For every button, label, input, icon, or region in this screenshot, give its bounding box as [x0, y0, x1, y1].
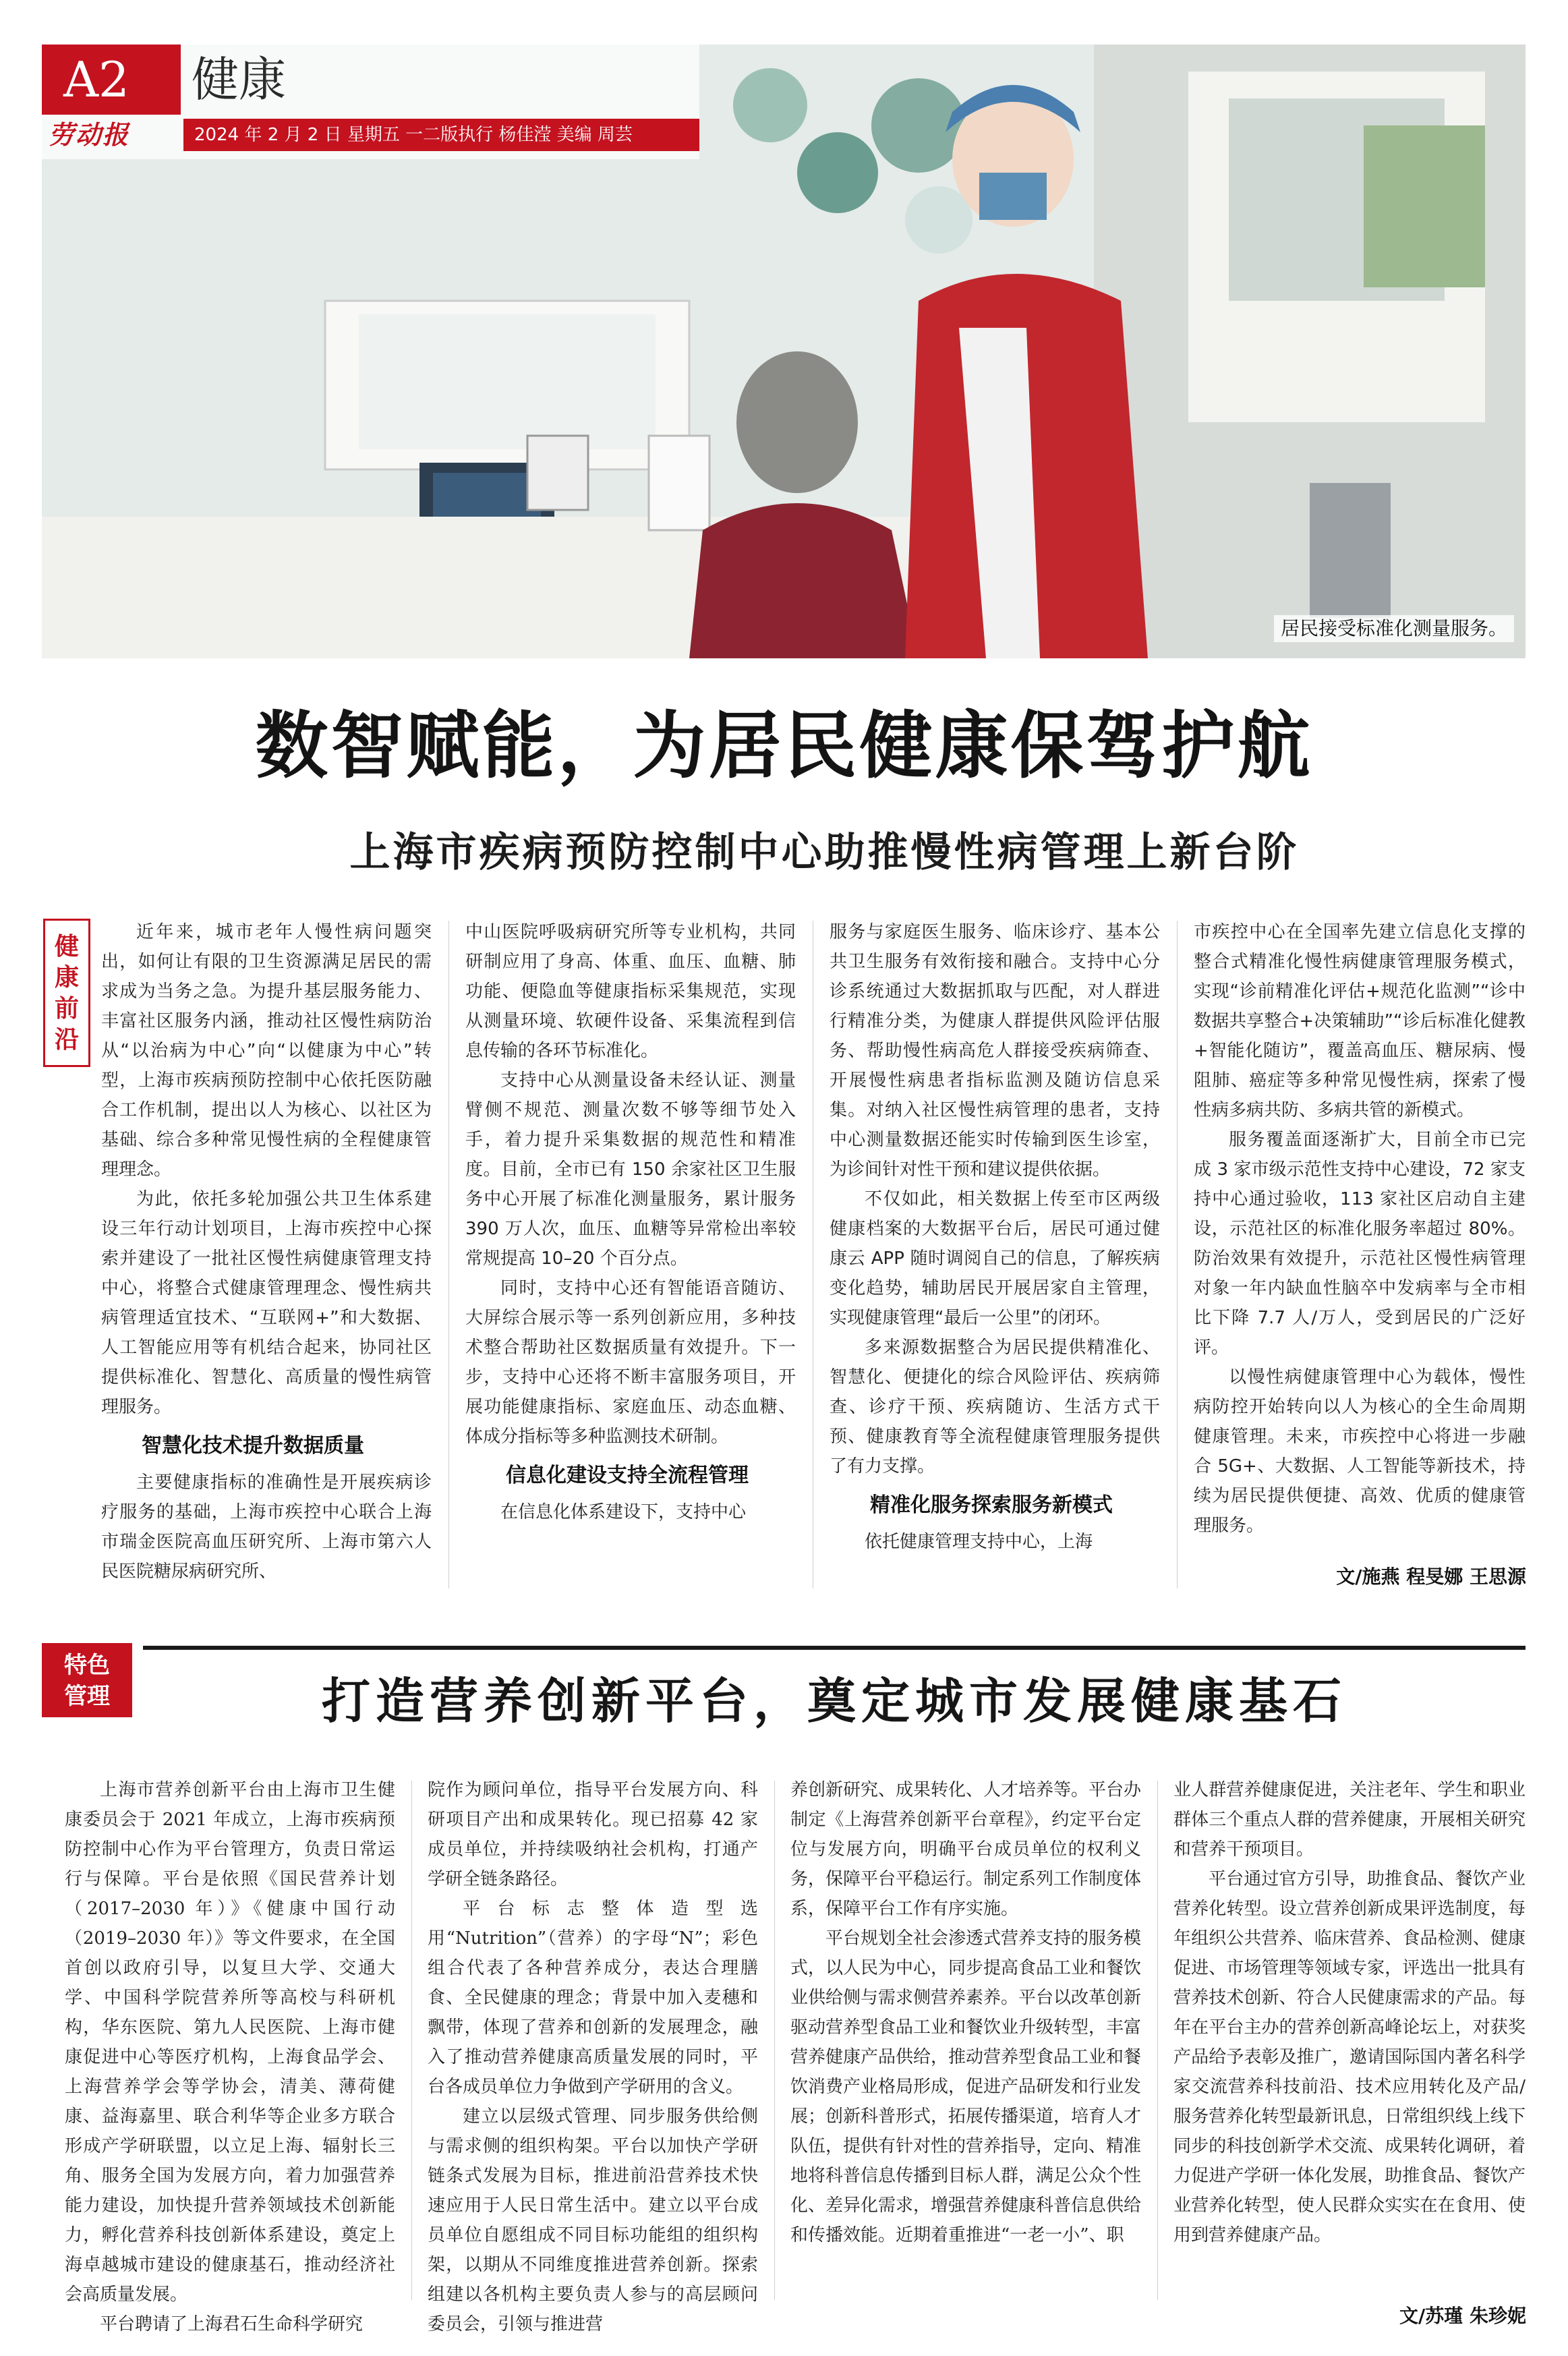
column-rule	[1177, 921, 1178, 1588]
paragraph: 在信息化体系建设下，支持中心	[500, 1502, 747, 1522]
paragraph: 平台聘请了上海君石生命科学研究	[100, 2314, 364, 2334]
paragraph: 上海市营养创新平台由上海市卫生健康委员会于 2021 年成立，上海市疾病预防控制中心作为平台管理方，负责日常运行与保障。平台是依照《国民营养计划（2017–2030 年）》《健康中国行动（2019–2030 年）》等文件要求，在全国首创以政府引导，以复旦大学、交通大学、中国科学院营养所等高校与科研机构，华东医院、第九人民医院、上海市健康促进中心等医疗机构，上海食品学会、上海营养学会等学协会，清美、薄荷健康、益海嘉里、联合利华等企业多方联合形成产学研联盟，以立足上海、辐射长三角、服务全国为发展方向，着力加强营养能力建设，加快提升营养领域技术创新能力，孵化营养科技创新体系建设，奠定上海卓越城市建设的健康基石，推动经济社会高质量发展。	[65, 1780, 395, 2305]
paragraph: 不仅如此，相关数据上传至市区两级健康档案的大数据平台后，居民可通过健康云 APP 随时调阅自己的信息，了解疾病变化趋势，辅助居民开展居家自主管理，实现健康管理“最后一公里”的闭环。	[830, 1189, 1160, 1328]
article1-column-2	[465, 917, 796, 1527]
section-heading: 智慧化技术提升数据质量	[142, 1434, 364, 1458]
paragraph: 服务与家庭医生服务、临床诊疗、基本公共卫生服务有效衔接和融合。支持中心分诊系统通过大数据抓取与匹配，对人群进行精准分类，为健康人群提供风险评估服务、帮助慢性病高危人群接受疾病筛查、开展慢性病患者指标监测及随访信息采集。对纳入社区慢性病管理的患者，支持中心测量数据还能实时传输到医生诊室，为诊间针对性干预和建议提供依据。	[830, 922, 1160, 1180]
column-rule	[774, 1781, 775, 2300]
article2-column-1	[65, 1775, 395, 2339]
article2-column-4	[1173, 1775, 1526, 2250]
paragraph: 平台标志整体造型选用“Nutrition”（营养）的字母“N”；彩色组合代表了各种营养成分，表达合理膳食、全民健康的理念；背景中加入麦穗和飘带，体现了营养和创新的发展理念，融入了推动营养健康高质量发展的同时，平台各成员单位力争做到产学研用的含义。	[428, 1899, 758, 2097]
article1-column-4	[1194, 917, 1526, 1541]
column-rule	[448, 921, 449, 1588]
paragraph: 以慢性病健康管理中心为载体，慢性病防控开始转向以人为核心的全生命周期健康管理。未来，市疾控中心将进一步融合 5G+、大数据、人工智能等新技术，持续为居民提供便捷、高效、优质的健康管理服务。	[1194, 1367, 1526, 1536]
paragraph: 中山医院呼吸病研究所等专业机构，共同研制应用了身高、体重、血压、血糖、肺功能、便隐血等健康指标采集规范，实现从测量环境、软硬件设备、采集流程到信息传输的各环节标准化。	[465, 922, 796, 1061]
section-heading: 信息化建设支持全流程管理	[506, 1464, 749, 1487]
paragraph: 平台通过官方引导，助推食品、餐饮产业营养化转型。设立营养创新成果评选制度，每年组织公共营养、临床营养、食品检测、健康促进、市场管理等领域专家，评选出一批具有营养技术创新、符合人民健康需求的产品。每年在平台主办的营养创新高峰论坛上，对获奖产品给予表彰及推广，邀请国际国内著名科学家交流营养科技前沿、技术应用转化及产品/服务营养化转型最新讯息，日常组织线上线下同步的科技创新学术交流、成果转化调研，着力促进产学研一体化发展，助推食品、餐饮产业营养化转型，使人民群众实实在在食用、使用到营养健康产品。	[1173, 1869, 1526, 2245]
paragraph: 院作为顾问单位，指导平台发展方向、科研项目产出和成果转化。现已招募 42 家成员单位，并持续吸纳社会机构，打通产学研全链条路径。	[428, 1780, 758, 1889]
article2-column-3	[790, 1775, 1141, 2250]
column-tag-line: 前沿	[54, 995, 79, 1054]
paragraph: 主要健康指标的准确性是开展疾病诊疗服务的基础，上海市疾控中心联合上海市瑞金医院高血压研究所、上海市第六人民医院糖尿病研究所、	[101, 1472, 432, 1582]
article1-column-1	[101, 917, 432, 1586]
paragraph: 市疾控中心在全国率先建立信息化支撑的整合式精准化慢性病健康管理服务模式，实现“诊前精准化评估+规范化监测”“诊中数据共享整合+决策辅助”“诊后标准化健教+智能化随访”，覆盖高血压、糖尿病、慢阻肺、癌症等多种常见慢性病，探索了慢性病多病共防、多病共管的新模式。	[1194, 922, 1526, 1120]
article2-byline: 文/苏瑾 朱珍妮	[1399, 2305, 1526, 2327]
paragraph: 近年来，城市老年人慢性病问题突出，如何让有限的卫生资源满足居民的需求成为当务之急。为提升基层服务能力、丰富社区服务内涵，推动社区慢性病防治从“以治病为中心”向“以健康为中心”转型，上海市疾病预防控制中心依托医防融合工作机制，提出以人为核心、以社区为基础、综合多种常见慢性病的全程健康管理理念。	[101, 922, 432, 1180]
paragraph: 支持中心从测量设备未经认证、测量臂侧不规范、测量次数不够等细节处入手，着力提升采集数据的规范性和精准度。目前，全市已有 150 余家社区卫生服务中心开展了标准化测量服务，累计服务 390 万人次，血压、血糖等异常检出率较常规提高 10–20 个百分点。	[465, 1070, 796, 1269]
photo-caption: 居民接受标准化测量服务。	[1274, 615, 1514, 642]
paragraph: 同时，支持中心还有智能语音随访、大屏综合展示等一系列创新应用，多种技术整合帮助社区数据质量有效提升。下一步，支持中心还将不断丰富服务项目，开展功能健康指标、家庭血压、动态血糖、体成分指标等多种监测技术研制。	[465, 1278, 796, 1447]
paragraph: 建立以层级式管理、同步服务供给侧与需求侧的组织构架。平台以加快产学研链条式发展为目标，推进前沿营养技术快速应用于人民日常生活中。建立以平台成员单位自愿组成不同目标功能组的组织构架，以期从不同维度推进营养创新。探索组建以各机构主要负责人参与的高层顾问委员会，引领与推进营	[428, 2106, 758, 2334]
column-tag-line: 管理	[64, 1683, 110, 1710]
article1-column-3	[830, 917, 1160, 1557]
paragraph: 平台规划全社会渗透式营养支持的服务模式，以人民为中心，同步提高食品工业和餐饮业供给侧与需求侧营养素养。平台以改革创新驱动营养型食品工业和餐饮业升级转型，丰富营养健康产品供给，推动营养型食品工业和餐饮消费产业格局形成，促进产品研发和行业发展；创新科普形式，拓展传播渠道，培育人才队伍，提供有针对性的营养指导，定向、精准地将科普信息传播到目标人群，满足公众个性化、差异化需求，增强营养健康科普信息供给和传播效能。近期着重推进“一老一小”、职	[790, 1928, 1142, 2245]
article1-byline: 文/施燕 程旻娜 王思源	[1336, 1565, 1526, 1588]
column-tag-line: 特色	[64, 1652, 110, 1679]
column-tag-special-management	[42, 1643, 132, 1717]
paragraph: 服务覆盖面逐渐扩大，目前全市已完成 3 家市级示范性支持中心建设，72 家支持中心通过验收，113 家社区启动自主建设，示范社区的标准化服务率超过 80%。防治效果有效提升，示范社区慢性病管理对象一年内缺血性脑卒中发病率与全市相比下降 7.7 人/万人，受到居民的广泛好评。	[1194, 1130, 1526, 1358]
page-number: A2	[42, 45, 181, 115]
article2-column-2	[428, 1775, 758, 2339]
column-rule	[1157, 1781, 1158, 2300]
paragraph: 养创新研究、成果转化、人才培养等。平台办制定《上海营养创新平台章程》，约定平台定位与发展方向，明确平台成员单位的权利义务，保障平台平稳运行。制定系列工作制度体系，保障平台工作有序实施。	[790, 1780, 1142, 1919]
section-name: 健康	[192, 52, 286, 107]
paragraph: 依托健康管理支持中心，上海	[865, 1532, 1093, 1552]
paragraph: 业人群营养健康促进，关注老年、学生和职业群体三个重点人群的营养健康，开展相关研究和营养干预项目。	[1173, 1780, 1526, 1860]
article1-headline: 数智赋能，为居民健康保驾护航	[255, 703, 1313, 788]
dateline: 2024 年 2 月 2 日 星期五 一二版执行 杨佳滢 美编 周芸	[183, 119, 699, 151]
article2-headline: 打造营养创新平台，奠定城市发展健康基石	[321, 1673, 1347, 1729]
section-divider	[143, 1646, 1526, 1650]
column-rule	[411, 1781, 412, 2300]
paragraph: 为此，依托多轮加强公共卫生体系建设三年行动计划项目，上海市疾控中心探索并建设了一批社区慢性病健康管理支持中心，将整合式健康管理理念、慢性病共病管理适宜技术、“互联网+”和大数据、人工智能应用等有机结合起来，协同社区提供标准化、智慧化、高质量的慢性病管理服务。	[101, 1189, 432, 1417]
paragraph: 多来源数据整合为居民提供精准化、智慧化、便捷化的综合风险评估、疾病筛查、诊疗干预、疾病随访、生活方式干预、健康教育等全流程健康管理服务提供了有力支撑。	[830, 1338, 1160, 1476]
section-heading: 精准化服务探索服务新模式	[870, 1493, 1113, 1517]
paper-logo: 劳动报	[49, 119, 130, 150]
column-tag-line: 健康	[54, 933, 79, 992]
column-tag-health-frontier	[43, 919, 90, 1067]
article1-subheadline: 上海市疾病预防控制中心助推慢性病管理上新台阶	[349, 829, 1300, 876]
